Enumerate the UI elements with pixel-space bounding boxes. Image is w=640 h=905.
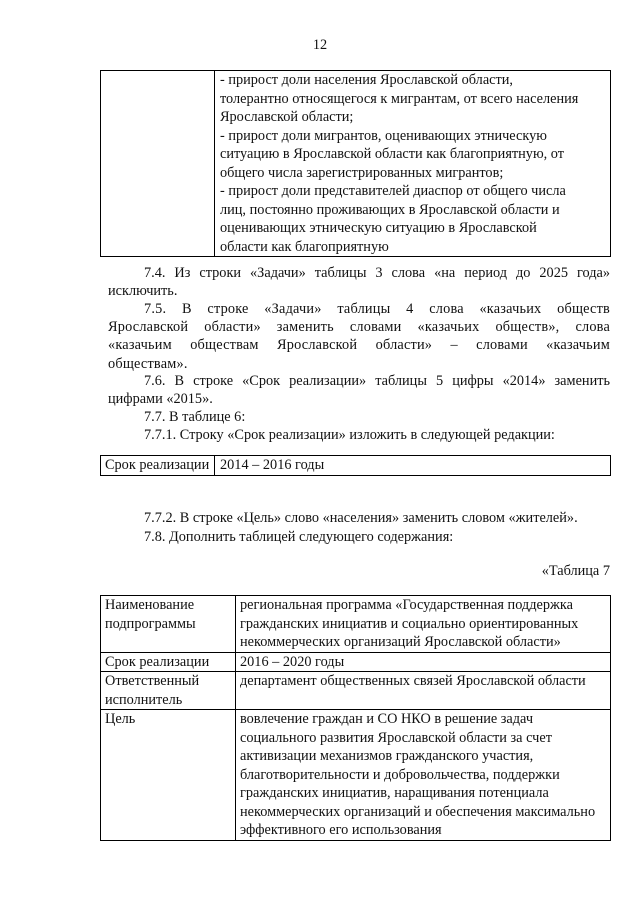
table-row	[101, 456, 611, 476]
paragraph-7-8: 7.8. Дополнить таблицей следующего содержания:	[144, 529, 454, 545]
indicator-line: лиц, постоянно проживающих в Ярославской области и	[220, 201, 560, 218]
table-row	[101, 672, 611, 710]
paragraph-7-4: 7.4. Из строки «Задачи» таблицы 3 слова «на период до 2025 года» исключить.	[108, 265, 610, 300]
srok-table	[100, 455, 611, 476]
srok-label: Срок реализации	[101, 456, 215, 476]
table-row	[101, 71, 611, 257]
indicator-line: толерантно относящегося к мигрантам, от всего населения	[220, 90, 579, 107]
row-label: Наименование подпрограммы	[101, 596, 236, 653]
paragraph-7-7-1: 7.7.1. Строку «Срок реализации» изложить в следующей редакции:	[144, 427, 555, 443]
paragraph-7-6: 7.6. В строке «Срок реализации» таблицы 5 цифры «2014» заменить цифрами «2015».	[108, 373, 610, 408]
row-value: региональная программа «Государственная поддержка гражданских инициатив и социально ориентированных некоммерческих организаций Ярославской области»	[236, 596, 611, 653]
indicator-line: - прирост доли мигрантов, оценивающих этническую	[220, 127, 547, 144]
row-label: Ответственный исполнитель	[101, 672, 236, 710]
table-row	[101, 596, 611, 653]
indicator-line: - прирост доли представителей диаспор от общего числа	[220, 183, 566, 199]
table-row	[101, 652, 611, 672]
row-label: Цель	[101, 710, 236, 841]
indicator-line: Ярославской области;	[220, 109, 354, 125]
row-value: департамент общественных связей Ярославской области	[236, 672, 611, 710]
indicator-line: общего числа зарегистрированных мигрантов;	[220, 164, 504, 181]
table-7	[100, 595, 611, 841]
srok-value: 2014 – 2016 годы	[215, 456, 611, 476]
row-value: 2016 – 2020 годы	[236, 652, 611, 672]
paragraph-7-7-2: 7.7.2. В строке «Цель» слово «населения» заменить словом «жителей».	[144, 510, 578, 526]
indicator-line: - прирост доли населения Ярославской области,	[220, 72, 513, 88]
paragraph-7-5: 7.5. В строке «Задачи» таблицы 4 слова «казачьих обществ Ярославской области» заменить словами «казачьих обществ», слова «казачьим обществам Ярославской области» – словами «казачьим обществам».	[108, 301, 610, 372]
row-label: Срок реализации	[101, 652, 236, 672]
row-value: вовлечение граждан и СО НКО в решение задач социального развития Ярославской области за счет активизации механизмов гражданского участия, благотворительности и добровольчества, поддержки гражданских инициатив, наращивания потенциала некоммерческих организаций и обеспечения максимально эффективного его использования	[236, 710, 611, 841]
paragraph-7-7: 7.7. В таблице 6:	[144, 409, 246, 425]
indicators-table	[100, 70, 611, 257]
indicator-line: ситуацию в Ярославской области как благоприятную, от	[220, 146, 564, 162]
table-cell-empty	[101, 71, 215, 257]
indicator-line: области как благоприятную	[220, 238, 389, 255]
table-row	[101, 710, 611, 841]
table-cell-indicators	[215, 71, 611, 257]
table-caption: «Таблица 7	[541, 563, 610, 579]
indicator-line: оценивающих этническую ситуацию в Ярославской	[220, 220, 537, 236]
page-number: 12	[312, 37, 328, 53]
